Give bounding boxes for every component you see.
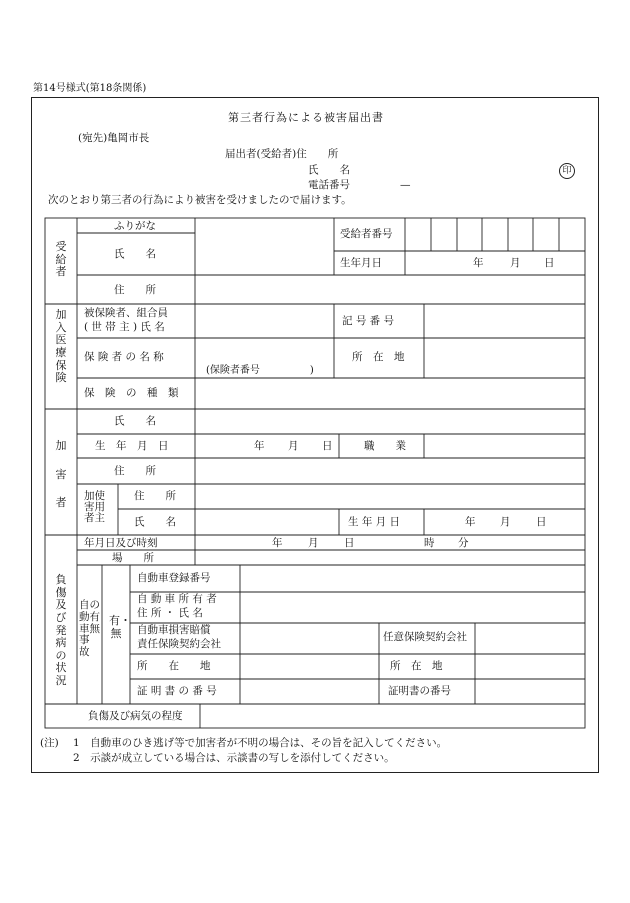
offender-name-label: 氏 名	[114, 415, 156, 427]
employer-name-label: 氏 名	[134, 516, 176, 528]
voluntary-insurance-label: 任意保険契約会社	[383, 631, 467, 643]
insurer-name-label: 保 険 者 の 名 称	[84, 351, 164, 363]
offender-job-label: 職 業	[364, 440, 406, 452]
notifier-address-label: 届出者(受給者)住 所	[225, 148, 339, 160]
injury-year: 年	[272, 537, 283, 549]
phone-dash: —	[400, 179, 411, 191]
form-number: 第14号様式(第18条関係)	[33, 83, 147, 94]
recipient-day: 日	[544, 257, 555, 269]
offender-day: 日	[322, 440, 333, 452]
section-recipient: 受給者	[55, 240, 67, 279]
section-injury: 負傷及び発病の状況	[55, 573, 67, 688]
recipient-month: 月	[510, 257, 521, 269]
liability-cert-label: 証 明 書 の 番 号	[137, 685, 217, 697]
note-2: 2 示談が成立している場合は、示談書の写しを添付してください。	[73, 752, 395, 764]
recipient-address-label: 住 所	[114, 284, 156, 296]
liability-label-1: 自動車損害賠償	[137, 624, 211, 636]
voluntary-location-label: 所 在 地	[390, 660, 443, 672]
employer-day: 日	[536, 516, 547, 528]
injury-hour: 時	[424, 537, 435, 549]
furigana-label: ふりがな	[114, 220, 156, 232]
employer-address-label: 住 所	[134, 490, 176, 502]
place-label: 場 所	[112, 552, 154, 564]
notifier-phone-label: 電話番号	[308, 179, 350, 191]
yes-no-label: 有・無	[109, 614, 131, 640]
offender-year: 年	[254, 440, 265, 452]
injury-month: 月	[308, 537, 319, 549]
offender-birth-label: 生 年 月 日	[95, 440, 169, 452]
employer-birth-label: 生 年 月 日	[348, 516, 401, 528]
offender-month: 月	[288, 440, 299, 452]
recipient-number-label: 受給者番号	[340, 228, 393, 240]
voluntary-cert-label: 証明書の番号	[388, 685, 451, 697]
injury-minute: 分	[458, 537, 469, 549]
datetime-label: 年月日及び時刻	[84, 537, 158, 549]
insurer-number-label: (保険者番号 )	[206, 365, 314, 376]
notes-label: (注)	[40, 737, 59, 749]
insured-label-1: 被保険者、組合員	[84, 307, 168, 319]
intro-text: 次のとおり第三者の行為により被害を受けましたので届けます。	[48, 194, 352, 206]
symbol-number-label: 記 号 番 号	[342, 315, 395, 327]
recipient-year: 年	[473, 257, 484, 269]
employer-label: 加使 害用 者主	[84, 490, 105, 525]
insured-label-2: ( 世 帯 主 ) 氏 名	[84, 321, 165, 333]
section-insurance: 加入医療保険	[55, 308, 67, 385]
page-title: 第三者行為による被害届出書	[228, 111, 384, 124]
employer-month: 月	[500, 516, 511, 528]
injury-day: 日	[344, 537, 355, 549]
insurer-location-label: 所 在 地	[352, 351, 405, 363]
liability-label-2: 責任保険契約会社	[137, 638, 221, 650]
injury-degree-label: 負傷及び病気の程度	[88, 710, 183, 722]
insurance-type-label: 保 険 の 種 類	[84, 387, 179, 399]
owner-label-1: 自 動 車 所 有 者	[137, 593, 217, 605]
seal-mark: 印	[559, 163, 575, 179]
liability-location-label: 所 在 地	[137, 660, 211, 672]
employer-year: 年	[465, 516, 476, 528]
car-accident-label: 自の 動有 車無 事 故	[79, 599, 100, 658]
offender-address-label: 住 所	[114, 465, 156, 477]
recipient-birth-label: 生年月日	[340, 257, 382, 269]
section-offender: 加害者	[55, 439, 67, 510]
notifier-name-label: 氏 名	[308, 164, 350, 176]
registration-number-label: 自動車登録番号	[137, 572, 211, 584]
recipient-name-label: 氏 名	[114, 248, 156, 260]
owner-label-2: 住 所 ・ 氏 名	[137, 607, 203, 619]
addressee: (宛先)亀岡市長	[78, 132, 150, 144]
note-1: 1 自動車のひき逃げ等で加害者が不明の場合は、その旨を記入してください。	[73, 737, 448, 749]
